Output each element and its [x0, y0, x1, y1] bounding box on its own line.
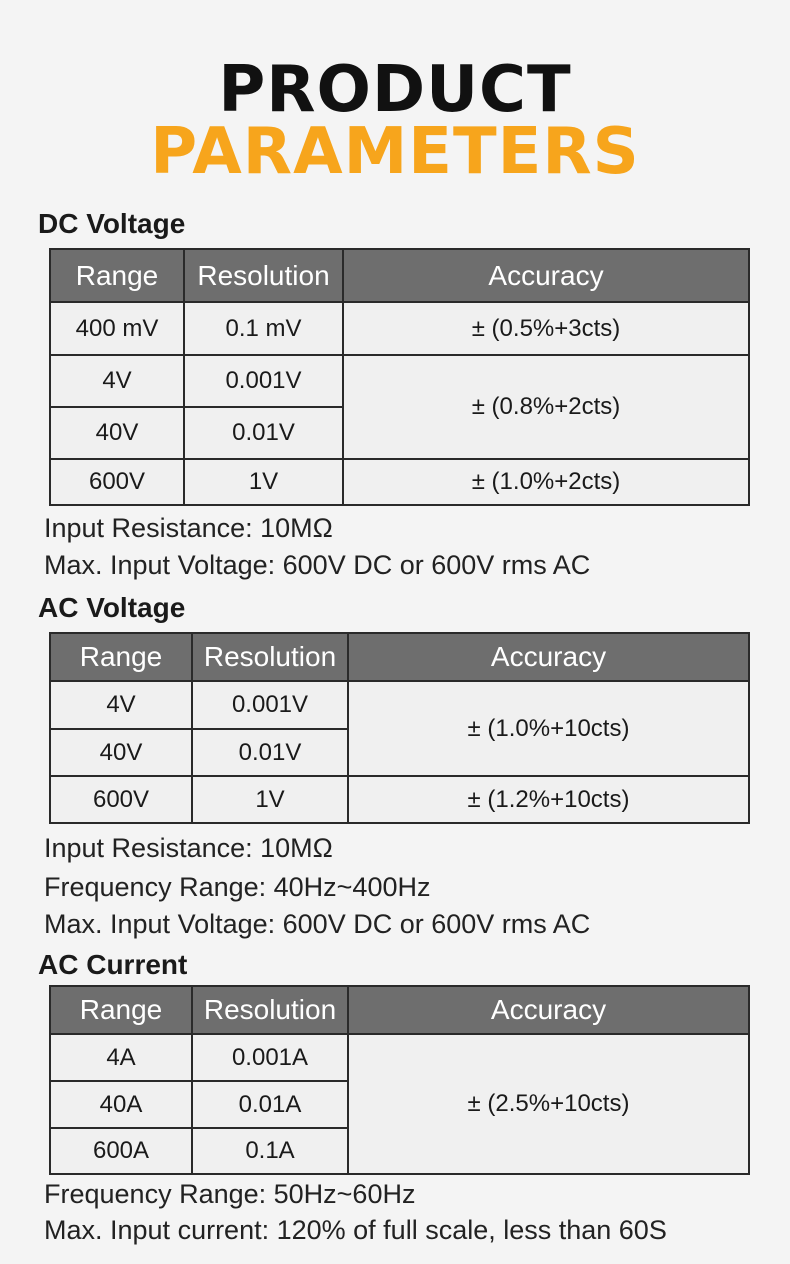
- table-header-row: [50, 249, 749, 302]
- header-accuracy: Accuracy: [343, 249, 749, 302]
- header-range: Range: [50, 986, 192, 1034]
- cell-accuracy: ± (1.2%+10cts): [348, 776, 749, 823]
- cell-range: 600V: [50, 459, 184, 505]
- cell-accuracy: ± (0.8%+2cts): [343, 355, 749, 459]
- cell-resolution: 0.01A: [192, 1081, 348, 1128]
- cell-resolution: 1V: [184, 459, 343, 505]
- cell-accuracy: ± (0.5%+3cts): [343, 302, 749, 355]
- section-title-ac-voltage: AC Voltage: [38, 592, 186, 623]
- ac-note-frequency-range: Frequency Range: 40Hz~400Hz: [44, 872, 431, 902]
- header-resolution: Resolution: [192, 986, 348, 1034]
- header-resolution: Resolution: [192, 633, 348, 681]
- cell-resolution: 0.01V: [192, 729, 348, 776]
- cell-resolution: 0.001V: [184, 355, 343, 407]
- table-row: [50, 355, 749, 407]
- cell-range: 4V: [50, 355, 184, 407]
- cell-resolution: 0.001V: [192, 681, 348, 729]
- cell-range: 40V: [50, 729, 192, 776]
- table-header-row: [50, 986, 749, 1034]
- cell-accuracy: ± (2.5%+10cts): [348, 1034, 749, 1174]
- cell-range: 4A: [50, 1034, 192, 1081]
- title-product: PRODUCT: [218, 53, 572, 127]
- header-range: Range: [50, 633, 192, 681]
- header-range: Range: [50, 249, 184, 302]
- dc-note-max-input-voltage: Max. Input Voltage: 600V DC or 600V rms AC: [44, 550, 591, 580]
- cell-resolution: 0.1 mV: [184, 302, 343, 355]
- dc-note-input-resistance: Input Resistance: 10MΩ: [44, 513, 333, 543]
- title-parameters: PARAMETERS: [150, 115, 640, 189]
- cell-resolution: 0.1A: [192, 1128, 348, 1174]
- header-accuracy: Accuracy: [348, 633, 749, 681]
- ac-note-input-resistance: Input Resistance: 10MΩ: [44, 833, 333, 863]
- header-resolution: Resolution: [184, 249, 343, 302]
- dc-voltage-table: [49, 248, 750, 506]
- table-header-row: [50, 633, 749, 681]
- cell-resolution: 0.01V: [184, 407, 343, 459]
- table-row: [50, 681, 749, 729]
- cell-range: 600V: [50, 776, 192, 823]
- cell-range: 600A: [50, 1128, 192, 1174]
- table-row: [50, 776, 749, 823]
- current-note-frequency-range: Frequency Range: 50Hz~60Hz: [44, 1179, 416, 1209]
- section-title-ac-current: AC Current: [38, 949, 188, 980]
- cell-resolution: 1V: [192, 776, 348, 823]
- current-note-max-input-current: Max. Input current: 120% of full scale, less than 60S: [44, 1215, 667, 1245]
- ac-current-table: [49, 985, 750, 1175]
- cell-resolution: 0.001A: [192, 1034, 348, 1081]
- ac-voltage-table: [49, 632, 750, 824]
- header-accuracy: Accuracy: [348, 986, 749, 1034]
- table-row: [50, 302, 749, 355]
- cell-accuracy: ± (1.0%+2cts): [343, 459, 749, 505]
- cell-range: 40A: [50, 1081, 192, 1128]
- section-title-dc-voltage: DC Voltage: [38, 208, 186, 239]
- table-row: [50, 1034, 749, 1081]
- cell-accuracy: ± (1.0%+10cts): [348, 681, 749, 776]
- table-row: [50, 459, 749, 505]
- ac-note-max-input-voltage: Max. Input Voltage: 600V DC or 600V rms AC: [44, 909, 591, 939]
- cell-range: 400 mV: [50, 302, 184, 355]
- cell-range: 4V: [50, 681, 192, 729]
- cell-range: 40V: [50, 407, 184, 459]
